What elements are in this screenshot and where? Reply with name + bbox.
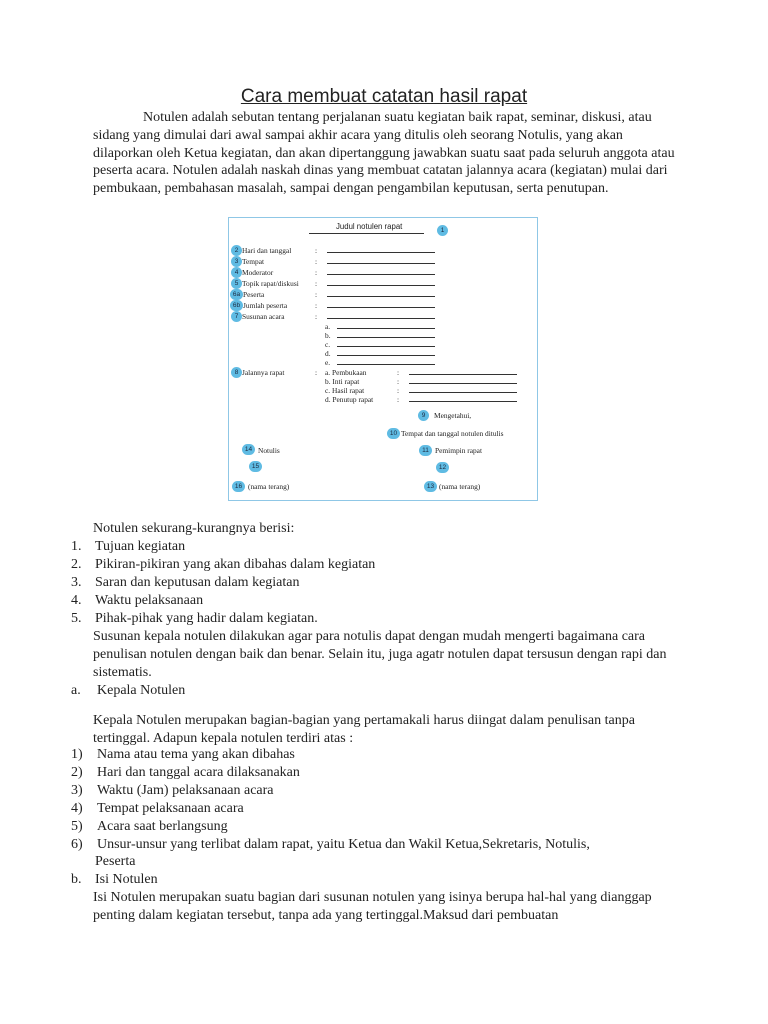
jalannya-line: [409, 374, 517, 375]
jalannya-item: b. Inti rapat: [325, 377, 360, 386]
agenda-letter: a.: [325, 322, 331, 331]
badge-6a: 6a: [230, 289, 243, 300]
badge-3: 3: [231, 256, 242, 267]
agenda-line: [337, 337, 435, 338]
list-item: Nama atau tema yang akan dibahas: [97, 747, 295, 762]
field-label-moderator: Moderator: [242, 268, 274, 277]
badge-1: 1: [437, 225, 448, 236]
jalannya-line: [409, 383, 517, 384]
section-heading-kepala: Kepala Notulen: [97, 683, 186, 698]
field-colon: :: [397, 386, 400, 395]
badge-2: 2: [231, 245, 242, 256]
nama-terang-right: (nama terang): [439, 482, 481, 491]
section-letter: a.: [71, 683, 81, 698]
field-line: [327, 274, 435, 275]
field-line: [327, 263, 435, 264]
agenda-line: [337, 328, 435, 329]
badge-12: 12: [436, 462, 449, 473]
list-item: Pihak-pihak yang hadir dalam kegiatan.: [95, 611, 318, 626]
list-number: 4.: [71, 593, 82, 608]
list-item: Waktu (Jam) pelaksanaan acara: [97, 783, 274, 798]
badge-8: 8: [231, 367, 242, 378]
field-colon: :: [397, 377, 400, 386]
list-number: 3): [71, 783, 83, 798]
field-label-peserta: Peserta: [243, 290, 265, 299]
intro-paragraph: Notulen adalah sebutan tentang perjalanan suatu kegiatan baik rapat, seminar, diskusi, atau sidang yang dimulai dari awal sampai akhir acara yang ditulis oleh seorang Notulis, yang akan dilaporkan oleh Ketua kegiatan, dan akan dipertanggung jawabkan suatu saat pada seluruh anggota atau peserta acara. Notulen adalah naskah dinas yang membuat catatan jalannya acara (kegiatan) mulai dari pembukaan, pembahasan masalah, sampai dengan pengambilan keputusan, serta penutupan.: [93, 110, 675, 197]
jalannya-line: [409, 401, 517, 402]
field-colon: :: [315, 312, 318, 321]
list-number: 1.: [71, 539, 82, 554]
list-item: Acara saat berlangsung: [97, 819, 228, 834]
field-line: [327, 307, 435, 308]
agenda-letter: e.: [325, 358, 331, 367]
nama-terang-left: (nama terang): [248, 482, 290, 491]
badge-10: 10: [387, 428, 400, 439]
list-number: 2): [71, 765, 83, 780]
page-title: Cara membuat catatan hasil rapat: [240, 86, 528, 107]
isi-intro: Notulen sekurang-kurangnya berisi:: [93, 521, 295, 536]
field-line: [327, 318, 435, 319]
field-label-hari: Hari dan tanggal: [242, 246, 292, 255]
badge-7: 7: [231, 311, 242, 322]
badge-5: 5: [231, 278, 242, 289]
badge-11: 11: [419, 445, 432, 456]
list-number: 1): [71, 747, 83, 762]
list-item-continuation: Peserta: [95, 854, 136, 869]
agenda-letter: d.: [325, 349, 331, 358]
field-label-susunan: Susunan acara: [242, 312, 285, 321]
field-colon: :: [397, 368, 400, 377]
field-colon: :: [315, 279, 318, 288]
agenda-letter: c.: [325, 340, 331, 349]
badge-13: 13: [424, 481, 437, 492]
agenda-line: [337, 346, 435, 347]
section-heading-isi: Isi Notulen: [95, 872, 158, 887]
section-letter: b.: [71, 872, 82, 887]
figure-heading: Judul notulen rapat: [336, 222, 403, 231]
field-label-jumlah: Jumlah peserta: [243, 301, 288, 310]
field-colon: :: [315, 268, 318, 277]
list-item: Unsur-unsur yang terlibat dalam rapat, yaitu Ketua dan Wakil Ketua,Sekretaris, Notulis,: [97, 837, 590, 852]
list-item: Pikiran-pikiran yang akan dibahas dalam kegiatan: [95, 557, 376, 572]
field-colon: :: [315, 290, 318, 299]
list-number: 5): [71, 819, 83, 834]
field-colon: :: [315, 301, 318, 310]
field-colon: :: [315, 368, 318, 377]
badge-4: 4: [231, 267, 242, 278]
notulis-label: Notulis: [258, 446, 280, 455]
tempat-tanggal-label: Tempat dan tanggal notulen ditulis: [401, 429, 504, 438]
isi-paragraph: Isi Notulen merupakan suatu bagian dari susunan notulen yang isinya berupa hal-hal yang dianggap penting dalam kegiatan tersebut, tanpa ada yang tertinggal.Maksud dari pembuatan: [93, 890, 652, 923]
list-number: 3.: [71, 575, 82, 590]
list-item: Tempat pelaksanaan acara: [97, 801, 244, 816]
badge-14: 14: [242, 444, 255, 455]
badge-16: 16: [232, 481, 245, 492]
jalannya-line: [409, 392, 517, 393]
field-line: [327, 285, 435, 286]
jalannya-item: a. Pembukaan: [325, 368, 367, 377]
jalannya-item: c. Hasil rapat: [325, 386, 365, 395]
field-line: [327, 296, 435, 297]
list-item: Waktu pelaksanaan: [95, 593, 204, 608]
badge-9: 9: [418, 410, 429, 421]
pemimpin-label: Pemimpin rapat: [435, 446, 483, 455]
agenda-line: [337, 364, 435, 365]
list-item: Hari dan tanggal acara dilaksanakan: [97, 765, 300, 780]
figure-heading-line: [309, 233, 424, 234]
badge-6b: 6b: [230, 300, 243, 311]
list-item: Saran dan keputusan dalam kegiatan: [95, 575, 300, 590]
field-label-topik: Topik rapat/diskusi: [242, 279, 299, 288]
agenda-letter: b.: [325, 331, 331, 340]
list-item: Tujuan kegiatan: [95, 539, 186, 554]
list-number: 6): [71, 837, 83, 852]
agenda-line: [337, 355, 435, 356]
list-number: 5.: [71, 611, 82, 626]
field-line: [327, 252, 435, 253]
jalannya-item: d. Penutup rapat: [325, 395, 374, 404]
susunan-paragraph: Susunan kepala notulen dilakukan agar para notulis dapat dengan mudah mengerti bagaimana cara penulisan notulen dengan baik dan benar. Selain itu, juga agatr notulen dapat tersusun dengan rapi dan sistematis.: [93, 629, 667, 680]
field-label-tempat: Tempat: [242, 257, 265, 266]
kepala-paragraph: Kepala Notulen merupakan bagian-bagian yang pertamakali harus diingat dalam penulisan tanpa tertinggal. Adapun kepala notulen terdiri atas :: [93, 713, 635, 746]
field-colon: :: [397, 395, 400, 404]
mengetahui-label: Mengetahui,: [434, 411, 472, 420]
field-colon: :: [315, 246, 318, 255]
field-colon: :: [315, 257, 318, 266]
list-number: 4): [71, 801, 83, 816]
notulen-template-figure: [228, 217, 538, 501]
list-number: 2.: [71, 557, 82, 572]
badge-15: 15: [249, 461, 262, 472]
field-label-jalannya: Jalannya rapat: [242, 368, 285, 377]
